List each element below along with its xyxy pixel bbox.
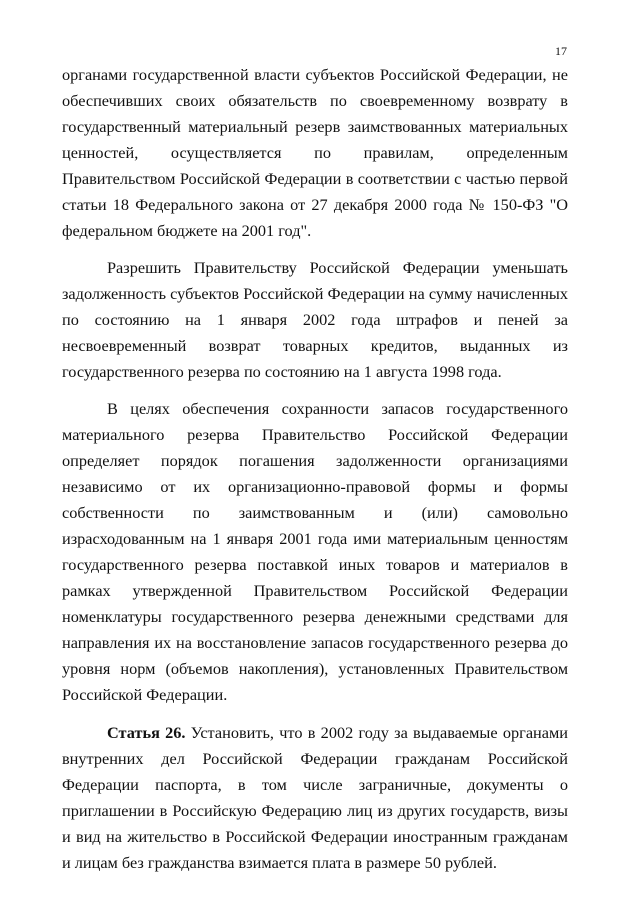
document-body — [62, 62, 568, 876]
paragraph-reserve-safety: В целях обеспечения сохранности запасов государственного материального резерва Правительство Российской Федерации определяет порядок погашения задолженности организациями независимо от их организационно-правовой формы и формы собственности по заимствованным и (или) самовольно израсходованным на 1 января 2001 года ими материальным ценностям государственного резерва поставкой иных товаров и материалов в рамках утвержденной Правительством Российской Федерации номенклатуры государственного резерва денежными средствами для направления их на восстановление запасов государственного резерва до уровня норм (объемов накопления), установленных Правительством Российской Федерации. — [62, 399, 568, 704]
article-26-label: Статья 26. — [107, 723, 186, 742]
article-26-paragraph — [62, 720, 568, 876]
paragraph-continuation: органами государственной власти субъектов Российской Федерации, не обеспечивших своих обязательств по своевременному возврату в государственный материальный резерв заимствованных материальных ценностей, осуществляется по правилам, определенным Правительством Российской Федерации в соответствии с частью первой статьи 18 Федерального закона от 27 декабря 2000 года № 150-ФЗ "О федеральном бюджете на 2001 год". — [62, 65, 568, 240]
paragraph-debt-reduction: Разрешить Правительству Российской Федерации уменьшать задолженность субъектов Российской Федерации на сумму начисленных по состоянию на 1 января 2002 года штрафов и пеней за несвоевременный возврат товарных кредитов, выданных из государственного резерва по состоянию на 1 августа 1998 года. — [62, 258, 568, 381]
page-number: 17 — [555, 44, 567, 58]
article-26-text: Установить, что в 2002 году за выдаваемые органами внутренних дел Российской Федерации гражданам Российской Федерации паспорта, в том числе заграничные, документы о приглашении в Российскую Федерацию лиц из других государств, визы и вид на жительство в Российской Федерации иностранным гражданам и лицам без гражданства взимается плата в размере 50 рублей. — [62, 723, 568, 872]
